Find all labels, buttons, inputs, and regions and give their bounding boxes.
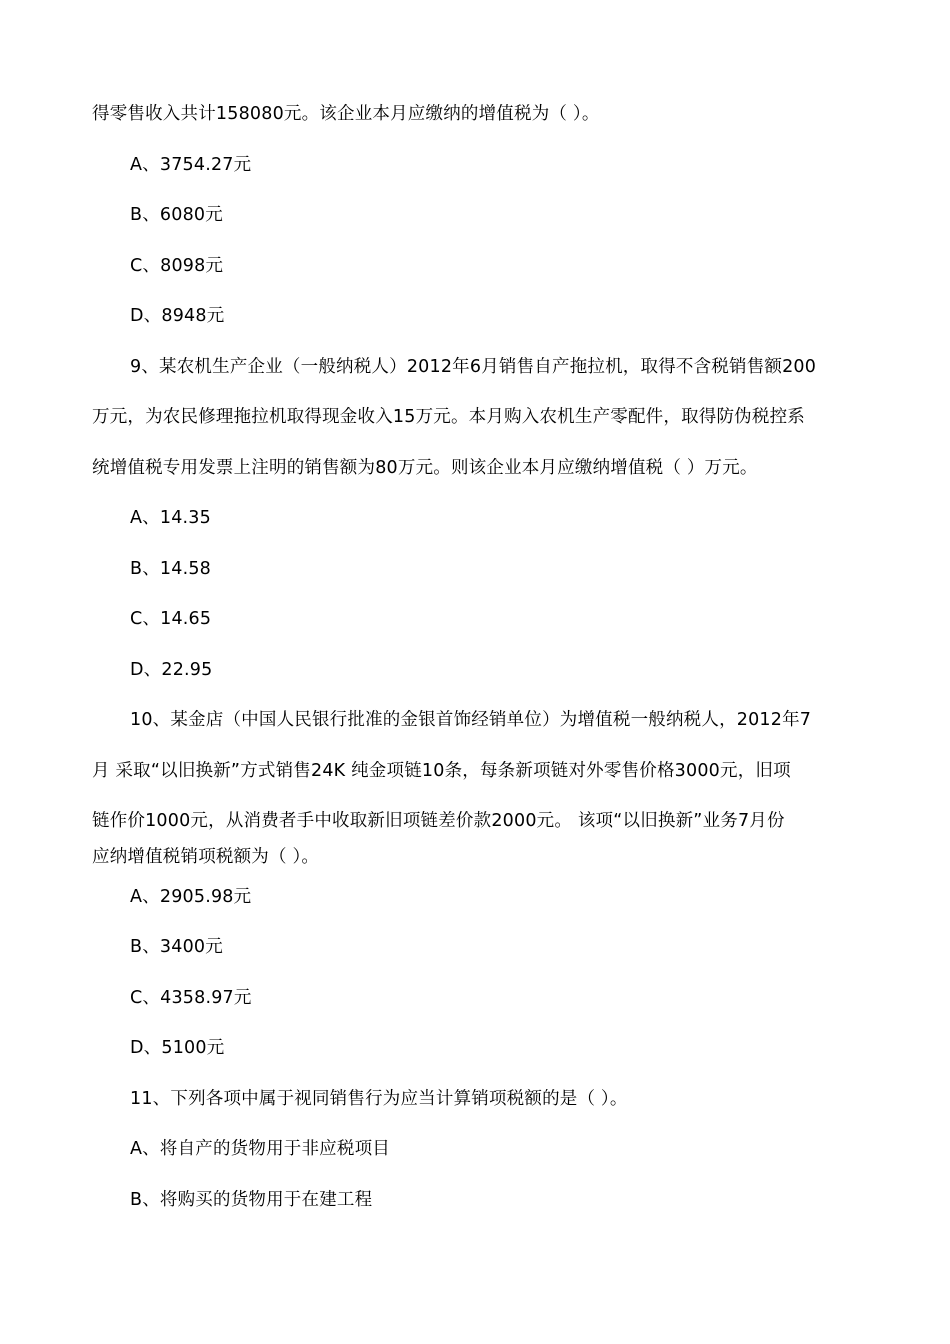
q10-stem-line-1: 10、某金店（中国人民银行批准的金银首饰经销单位）为增值税一般纳税人，2012年7 [130, 710, 812, 730]
q11-option-a: A、将自产的货物用于非应税项目 [130, 1139, 390, 1159]
q11-stem-line-1: 11、下列各项中属于视同销售行为应当计算销项税额的是（ ）。 [130, 1089, 628, 1109]
q9-option-d: D、22.95 [130, 660, 213, 680]
q8-option-c: C、8098元 [130, 256, 224, 276]
q9-option-c: C、14.65 [130, 609, 212, 629]
q9-stem-line-2: 万元，为农民修理拖拉机取得现金收入15万元。本月购入农机生产零配件，取得防伪税控系 [92, 407, 805, 427]
q8-option-d: D、8948元 [130, 306, 225, 326]
q9-option-a: A、14.35 [130, 508, 211, 528]
q10-option-c: C、4358.97元 [130, 988, 252, 1008]
q9-option-b: B、14.58 [130, 559, 212, 579]
q10-stem-line-3: 链作价1000元，从消费者手中收取新旧项链差价款2000元。 该项“以旧换新”业务7月份 [92, 811, 785, 831]
q9-stem-line-3: 统增值税专用发票上注明的销售额为80万元。则该企业本月应缴纳增值税（ ）万元。 [92, 458, 758, 478]
q10-option-a: A、2905.98元 [130, 887, 252, 907]
q8-option-a: A、3754.27元 [130, 155, 252, 175]
q11-option-b: B、将购买的货物用于在建工程 [130, 1190, 373, 1210]
q8-stem-tail: 得零售收入共计158080元。该企业本月应缴纳的增值税为（ ）。 [92, 104, 600, 124]
q9-stem-line-1: 9、某农机生产企业（一般纳税人）2012年6月销售自产拖拉机，取得不含税销售额200 [130, 357, 817, 377]
q10-option-d: D、5100元 [130, 1038, 225, 1058]
q8-option-b: B、6080元 [130, 205, 223, 225]
q10-option-b: B、3400元 [130, 937, 223, 957]
q10-stem-line-4: 应纳增值税销项税额为（ ）。 [92, 847, 320, 867]
q10-stem-line-2: 月 采取“以旧换新”方式销售24K 纯金项链10条，每条新项链对外零售价格3000元，旧项 [92, 761, 791, 781]
